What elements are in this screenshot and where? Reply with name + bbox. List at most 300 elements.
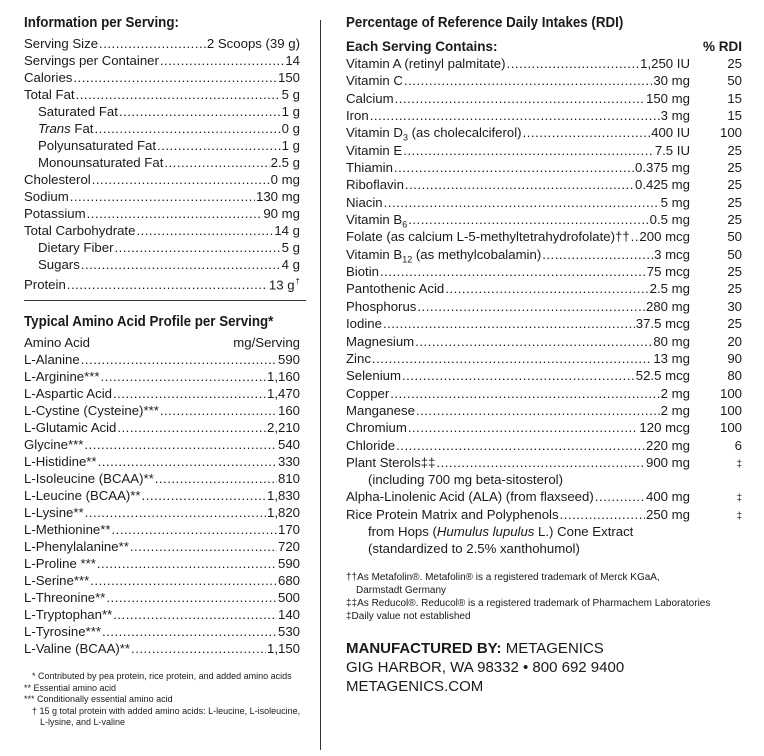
fact-row — [24, 137, 300, 154]
amino-label: L-Valine (BCAA)** — [24, 641, 131, 656]
nutrient-name: Chloride — [346, 437, 396, 453]
nutrient-row — [346, 437, 742, 454]
amino-label: L-Methionine** — [24, 522, 111, 537]
fact-value — [278, 69, 300, 86]
amino-row — [24, 504, 300, 521]
nutrient-row — [346, 211, 742, 228]
nutrient-amount: 900 mg — [646, 454, 690, 470]
fact-row — [24, 35, 300, 52]
fact-value-text: 14 — [285, 53, 300, 68]
fact-row — [24, 86, 300, 103]
leader-dots — [390, 385, 659, 402]
amino-row — [24, 606, 300, 623]
nutrient-name: Calcium — [346, 90, 394, 106]
leader-dots — [416, 402, 660, 419]
metafolin-footnote: ††As Metafolin®. Metafolin® is a registered trademark of Merck KGaA, — [346, 571, 660, 583]
nutrient-row — [346, 107, 742, 124]
leader-dots — [408, 419, 639, 436]
nutrient-rdi: 90 — [727, 350, 742, 366]
fact-row — [24, 256, 300, 273]
amino-value: 330 — [277, 454, 300, 469]
amino-value: 720 — [277, 539, 300, 554]
fact-value — [282, 86, 300, 103]
nutrient-rdi: 25 — [727, 212, 742, 228]
fact-value-text: 13 g — [268, 277, 295, 293]
fact-label: Total Fat — [24, 87, 75, 102]
leader-dots — [408, 211, 648, 228]
nutrient-name: Folate (as calcium L-5-methyltetrahydrofolate)†† — [346, 229, 630, 245]
nutrient-amount: 80 mg — [653, 333, 690, 349]
leader-dots — [403, 142, 654, 159]
nutrient-row — [346, 454, 742, 471]
nutrient-amount: 400 IU — [651, 125, 690, 141]
fact-flag: † — [295, 277, 300, 286]
leader-dots — [384, 194, 660, 211]
amino-value: 1,470 — [266, 386, 300, 401]
hops-note-text-end: L.) Cone Extract — [534, 523, 634, 539]
amino-label: L-Leucine (BCAA)** — [24, 488, 141, 503]
metafolin-footnote-cont: Darmstadt Germany — [356, 584, 447, 596]
xanthohumol-note: (standardized to 2.5% xanthohumol) — [368, 540, 580, 556]
amino-value: 1,150 — [266, 641, 300, 656]
leader-dots — [84, 436, 277, 453]
leader-dots — [97, 555, 277, 572]
nutrient-label — [346, 333, 414, 350]
leader-dots — [445, 280, 648, 297]
amino-value: 2,210 — [266, 420, 300, 435]
nutrient-subscript: 3 — [402, 133, 408, 144]
nutrient-row — [346, 333, 742, 350]
amino-label: L-Tryptophan** — [24, 607, 113, 622]
amino-value: 530 — [277, 624, 300, 639]
leader-dots — [417, 298, 645, 315]
leader-dots — [160, 52, 284, 69]
fact-label: Cholesterol — [24, 172, 91, 187]
fact-row — [24, 171, 300, 188]
nutrient-amount: 0.425 mg — [635, 177, 690, 193]
dv-footnote: ‡Daily value not established — [346, 610, 471, 622]
fact-row — [24, 188, 300, 205]
amino-value: 1,830 — [266, 488, 300, 503]
reducol-footnote: ‡‡As Reducol®. Reducol® is a registered trademark of Pharmachem Laboratories — [346, 597, 711, 609]
amino-row — [24, 538, 300, 555]
ala-row — [346, 488, 742, 505]
fact-value — [207, 35, 300, 52]
nutrient-amount: 220 mg — [646, 437, 690, 453]
nutrient-label — [346, 350, 371, 367]
nutrient-name: Selenium — [346, 368, 401, 384]
nutrient-rdi: 25 — [727, 160, 742, 176]
amino-footnote-line: *** Conditionally essential amino acid — [24, 694, 173, 704]
amino-footnote-line: ** Essential amino acid — [24, 682, 117, 693]
nutrient-rdi: 25 — [727, 56, 742, 71]
fact-value-text: 1 g — [281, 138, 300, 153]
fact-label: Monounsaturated Fat — [38, 155, 164, 170]
leader-dots — [595, 488, 645, 505]
leader-dots — [113, 606, 277, 623]
nutrient-label: Alpha-Linolenic Acid (ALA) (from flaxseed) — [346, 489, 594, 505]
nutrient-label — [346, 72, 403, 89]
fact-value-text: 0 mg — [270, 172, 300, 187]
nutrient-amount: 2 mg — [660, 385, 690, 401]
leader-dots — [130, 538, 277, 555]
nutrient-row — [346, 280, 742, 297]
amino-acid-title: Typical Amino Acid Profile per Serving* — [24, 314, 274, 330]
amino-label: L-Cystine (Cysteine)*** — [24, 403, 159, 418]
leader-dots — [119, 103, 281, 120]
leader-dots — [542, 246, 653, 263]
fact-row — [24, 205, 300, 222]
fact-value — [263, 205, 300, 222]
nutrient-rdi: 100 — [719, 420, 742, 436]
amino-row — [24, 572, 300, 589]
fact-value-text: 0 g — [281, 121, 300, 136]
amino-label: L-Isoleucine (BCAA)** — [24, 471, 154, 486]
column-divider — [320, 20, 321, 750]
fact-value-text: 2.5 g — [270, 155, 300, 170]
amino-footnote-line: * Contributed by pea protein, rice protein, and added amino acids — [32, 671, 292, 681]
hops-note — [346, 523, 742, 540]
nutrient-rdi: ‡ — [736, 493, 742, 505]
amino-row — [24, 470, 300, 487]
amino-row — [24, 402, 300, 419]
amino-value: 810 — [277, 471, 300, 486]
amino-row — [24, 623, 300, 640]
hops-latin-name: Humulus lupulus — [436, 523, 535, 539]
nutrient-amount: 250 mg — [646, 506, 690, 522]
nutrient-name: Thiamin — [346, 160, 393, 176]
leader-dots — [370, 107, 660, 124]
fact-label: Total Carbohydrate — [24, 223, 136, 238]
fact-label — [38, 120, 93, 137]
amino-value: 1,160 — [266, 369, 300, 384]
fact-row — [24, 239, 300, 256]
leader-dots — [395, 90, 645, 107]
amino-row — [24, 555, 300, 572]
rice-row — [346, 506, 742, 523]
nutrient-row — [346, 194, 742, 211]
nutrient-rdi: 25 — [727, 264, 742, 280]
nutrient-label — [346, 280, 444, 297]
leader-dots — [631, 228, 639, 245]
fact-value — [282, 120, 300, 137]
nutrient-row — [346, 90, 742, 107]
leader-dots — [155, 470, 277, 487]
amino-label: L-Proline *** — [24, 556, 96, 571]
fact-label: Sodium — [24, 189, 69, 204]
leader-dots — [81, 256, 281, 273]
nutrient-rdi: 15 — [727, 108, 742, 124]
fact-label: Sugars — [38, 257, 80, 272]
leader-dots — [523, 124, 651, 141]
nutrient-name: Phosphorus — [346, 298, 417, 314]
nutrient-label — [346, 107, 369, 124]
fact-value-text: 5 g — [281, 240, 300, 255]
nutrient-row — [346, 176, 742, 193]
nutrient-amount: 0.5 mg — [649, 212, 690, 228]
fact-value — [282, 103, 300, 120]
amino-row — [24, 640, 300, 657]
leader-dots — [396, 437, 645, 454]
leader-dots — [405, 176, 634, 193]
nutrient-amount: 75 mcg — [646, 264, 690, 280]
nutrient-row — [346, 159, 742, 176]
leader-dots — [114, 239, 280, 256]
nutrient-row — [346, 263, 742, 280]
nutrient-name: Vitamin D — [346, 125, 403, 141]
fact-value — [271, 171, 300, 188]
nutrient-rdi: 25 — [727, 316, 742, 332]
nutrient-name-after: (as methylcobalamin) — [412, 246, 542, 262]
fact-value — [282, 239, 300, 256]
nutrient-row — [346, 315, 742, 332]
nutrient-amount: 0.375 mg — [635, 160, 690, 176]
nutrient-row — [346, 385, 742, 402]
nutrient-name: Copper — [346, 385, 390, 401]
nutrient-row — [346, 419, 742, 436]
nutrient-row — [346, 124, 742, 144]
leader-dots — [87, 205, 263, 222]
leader-dots — [415, 333, 652, 350]
leader-dots — [136, 222, 273, 239]
fact-value — [282, 137, 300, 154]
amino-row — [24, 419, 300, 436]
fact-row — [24, 52, 300, 69]
amino-value: 160 — [277, 403, 300, 418]
each-serving-col-label: Each Serving Contains: — [346, 39, 498, 54]
nutrient-label: Rice Protein Matrix and Polyphenols — [346, 506, 559, 522]
nutrient-name: Vitamin E — [346, 142, 403, 158]
amino-row — [24, 453, 300, 470]
amino-row — [24, 368, 300, 385]
nutrient-name: Biotin — [346, 264, 379, 280]
fact-label: Protein — [24, 277, 66, 293]
nutrient-label — [346, 90, 394, 107]
leader-dots — [106, 589, 277, 606]
amino-label: L-Tyrosine*** — [24, 624, 101, 639]
nutrient-rdi: 100 — [719, 385, 742, 401]
leader-dots — [560, 506, 645, 523]
nutrient-name: Magnesium — [346, 333, 415, 349]
nutrient-rdi: 25 — [727, 142, 742, 158]
nutrient-label — [346, 55, 506, 72]
leader-dots — [101, 368, 266, 385]
fact-row — [24, 154, 300, 171]
nutrient-label — [346, 194, 383, 211]
nutrient-amount: 150 mg — [646, 90, 690, 106]
manufacturer-address: GIG HARBOR, WA 98332 • 800 692 9400 — [346, 658, 625, 676]
nutrient-row — [346, 402, 742, 419]
nutrient-row — [346, 228, 742, 245]
manufactured-by-label: MANUFACTURED BY: — [346, 639, 502, 657]
leader-dots — [113, 385, 266, 402]
fact-row — [24, 273, 300, 293]
nutrient-list — [346, 55, 742, 471]
leader-dots — [160, 402, 277, 419]
leader-dots — [70, 188, 255, 205]
nutrient-name: Plant Sterols‡‡ — [346, 454, 436, 470]
nutrient-row — [346, 142, 742, 159]
nutrient-name: Iron — [346, 108, 369, 124]
amino-label: L-Alanine — [24, 352, 80, 367]
leader-dots — [92, 171, 270, 188]
fact-row — [24, 103, 300, 120]
right-column — [346, 14, 742, 696]
leader-dots — [117, 419, 266, 436]
amino-label: L-Glutamic Acid — [24, 420, 117, 435]
fact-label-rest: Fat — [70, 121, 94, 136]
nutrient-label — [346, 228, 630, 245]
leader-dots — [81, 351, 277, 368]
leader-dots — [94, 120, 280, 137]
nutrient-rdi: 25 — [727, 194, 742, 210]
nutrient-amount: 13 mg — [653, 350, 690, 366]
serving-facts-list — [24, 35, 300, 293]
fact-value-text: 1 g — [281, 104, 300, 119]
amino-acid-list — [24, 351, 300, 657]
leader-dots — [90, 572, 277, 589]
nutrient-rdi: 100 — [719, 402, 742, 418]
nutrient-label — [346, 437, 395, 454]
amino-value: 590 — [277, 556, 300, 571]
amino-row — [24, 521, 300, 538]
amino-label: L-Threonine** — [24, 590, 106, 605]
nutrient-amount: 2.5 mg — [649, 281, 690, 297]
amino-label: L-Phenylalanine** — [24, 539, 129, 554]
nutrient-label — [346, 176, 404, 193]
nutrient-name-after: (as cholecalciferol) — [407, 125, 522, 141]
amino-row — [24, 436, 300, 453]
leader-dots — [131, 640, 266, 657]
fact-label: Saturated Fat — [38, 104, 118, 119]
manufacturer-name: METAGENICS — [501, 639, 604, 657]
leader-dots — [507, 55, 640, 72]
rdi-header — [346, 38, 742, 55]
nutrient-label — [346, 367, 401, 384]
nutrient-rdi: ‡ — [736, 510, 742, 522]
nutrient-name: Niacin — [346, 194, 383, 210]
amino-row — [24, 589, 300, 606]
nutrient-rdi: 50 — [727, 246, 742, 262]
rdi-col-label: % RDI — [702, 39, 742, 54]
amino-value: 1,820 — [266, 505, 300, 520]
fact-row — [24, 120, 300, 137]
fact-label: Potassium — [24, 206, 86, 221]
amino-footnote-line: L-lysine, and L-valine — [40, 717, 126, 727]
fact-value-text: 130 mg — [256, 189, 300, 204]
fact-label: Calories — [24, 70, 73, 85]
fact-label: Polyunsaturated Fat — [38, 138, 157, 153]
nutrient-amount: 5 mg — [660, 194, 690, 210]
nutrient-label — [346, 402, 415, 419]
nutrient-rdi: 15 — [727, 90, 742, 106]
leader-dots — [85, 504, 266, 521]
amino-label: L-Serine*** — [24, 573, 90, 588]
nutrient-rdi: 20 — [727, 333, 742, 349]
nutrient-amount: 30 mg — [653, 73, 690, 89]
fact-label-italic: Trans — [38, 121, 71, 136]
rdi-title: Percentage of Reference Daily Intakes (RDI) — [346, 15, 624, 31]
amino-value: 170 — [277, 522, 300, 537]
leader-dots — [67, 276, 268, 293]
fact-value-text: 90 mg — [263, 206, 300, 221]
nutrient-name: Vitamin B — [346, 246, 403, 262]
nutrient-label — [346, 142, 402, 159]
amino-value: 590 — [277, 352, 300, 367]
amino-label: Glycine*** — [24, 437, 84, 452]
manufacturer-block — [346, 639, 742, 696]
amino-value: 540 — [277, 437, 300, 452]
rdi-footnotes — [346, 571, 742, 623]
fact-value — [282, 256, 300, 273]
leader-dots — [372, 350, 652, 367]
nutrient-amount: 120 mcg — [639, 420, 690, 436]
nutrient-row — [346, 367, 742, 384]
nutrient-label — [346, 298, 416, 315]
nutrient-rdi: 100 — [719, 125, 742, 141]
fact-label: Servings per Container — [24, 53, 159, 68]
nutrient-row — [346, 72, 742, 89]
leader-dots — [394, 159, 634, 176]
fact-label: Serving Size — [24, 36, 99, 51]
manufacturer-website: METAGENICS.COM — [346, 677, 484, 695]
nutrient-rdi: 6 — [734, 437, 742, 453]
fact-value — [274, 222, 300, 239]
nutrient-rdi: 80 — [727, 368, 742, 384]
nutrient-amount: 3 mg — [660, 108, 690, 124]
fact-value-text: 2 Scoops (39 g) — [206, 36, 300, 51]
amino-label: L-Lysine** — [24, 505, 84, 520]
nutrient-amount: 3 mcg — [654, 246, 690, 262]
nutrient-name: Chromium — [346, 420, 407, 436]
nutrient-rdi: ‡ — [736, 458, 742, 470]
amino-row — [24, 487, 300, 504]
nutrient-label — [346, 385, 389, 402]
nutrient-amount: 1,250 IU — [640, 56, 690, 71]
nutrient-label — [346, 263, 379, 280]
nutrient-amount: 37.5 mcg — [635, 316, 690, 332]
amino-value: 680 — [277, 573, 300, 588]
leader-dots — [157, 137, 281, 154]
leader-dots — [402, 367, 635, 384]
nutrient-amount: 52.5 mcg — [635, 368, 690, 384]
nutrient-rdi: 50 — [727, 73, 742, 89]
amino-value: 140 — [277, 607, 300, 622]
manufacturer-line — [346, 639, 742, 658]
leader-dots — [436, 454, 645, 471]
nutrient-row — [346, 350, 742, 367]
nutrient-rdi: 25 — [727, 281, 742, 297]
nutrient-amount: 400 mg — [646, 489, 690, 505]
nutrient-amount: 200 mcg — [639, 229, 690, 245]
amino-label: L-Histidine** — [24, 454, 97, 469]
nutrient-row — [346, 246, 742, 263]
nutrient-row — [346, 298, 742, 315]
fact-value — [269, 273, 300, 293]
nutrient-label — [346, 419, 407, 436]
fact-row — [24, 222, 300, 239]
nutrient-amount: 7.5 IU — [654, 142, 690, 158]
info-per-serving-title: Information per Serving: — [24, 15, 179, 31]
fact-value — [271, 154, 300, 171]
nutrient-name: Manganese — [346, 402, 415, 418]
nutrient-row — [346, 55, 742, 72]
sterols-note: (including 700 mg beta-sitosterol) — [368, 472, 563, 488]
amino-footnotes — [24, 671, 300, 729]
leader-dots — [112, 521, 277, 538]
nutrient-name: Vitamin A (retinyl palmitate) — [346, 56, 506, 71]
nutrient-name: Pantothenic Acid — [346, 281, 445, 297]
